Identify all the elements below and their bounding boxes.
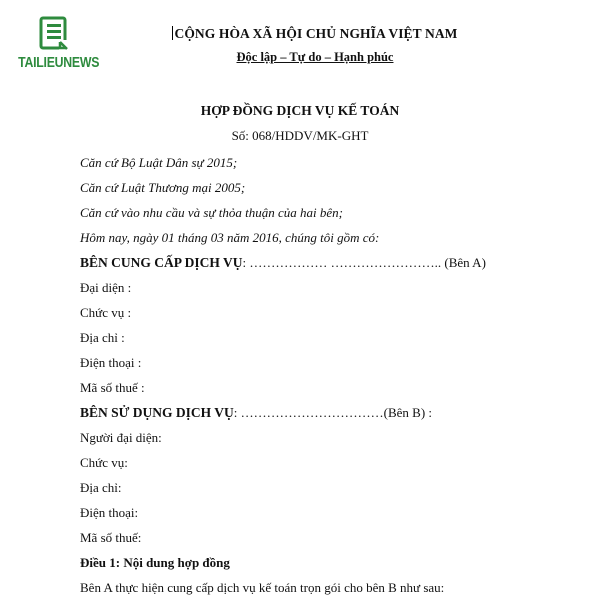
party-b-field: Điện thoại: (80, 505, 139, 520)
party-b-heading-rest: : ……………………………(Bên B) : (233, 405, 433, 420)
party-b-field: Người đại diện: (80, 430, 162, 445)
nation-motto: Độc lập – Tự do – Hạnh phúc (236, 50, 394, 64)
preamble-line: Hôm nay, ngày 01 tháng 03 năm 2016, chúng tôi gồm có: (80, 230, 380, 245)
contract-number: Số: 068/HDDV/MK-GHT (231, 128, 369, 143)
party-b-field: Chức vụ: (80, 455, 128, 470)
article-1-heading: Điều 1: Nội dung hợp đồng (80, 555, 230, 570)
preamble-line: Căn cứ vào nhu cầu và sự thỏa thuận của hai bên; (80, 205, 343, 220)
party-b-field: Địa chỉ: (80, 480, 122, 495)
party-a-field: Đại diện : (80, 280, 132, 295)
preamble-line: Căn cứ Luật Thương mại 2005; (80, 180, 246, 195)
logo (10, 16, 100, 71)
party-a-heading-rest: : ……………… …………………….. (Bên A) (242, 255, 486, 270)
party-a-field: Mã số thuế : (80, 380, 145, 395)
party-b-heading: BÊN SỬ DỤNG DỊCH VỤ (80, 405, 234, 420)
national-header (170, 26, 460, 65)
nation-title: CỘNG HÒA XÃ HỘI CHỦ NGHĨA VIỆT NAM (174, 26, 458, 41)
party-a-field: Điện thoại : (80, 355, 142, 370)
party-a-field: Chức vụ : (80, 305, 132, 320)
preamble-line: Căn cứ Bộ Luật Dân sự 2015; (80, 155, 238, 170)
contract-title: HỢP ĐỒNG DỊCH VỤ KẾ TOÁN (200, 103, 400, 118)
party-a-field: Địa chỉ : (80, 330, 125, 345)
party-b-heading-line (80, 405, 432, 421)
logo-brand-text: TAILIEUNEWS (18, 54, 100, 71)
article-1-body: Bên A thực hiện cung cấp dịch vụ kế toán trọn gói cho bên B như sau: (80, 580, 445, 595)
party-a-heading: BÊN CUNG CẤP DỊCH VỤ (80, 255, 243, 270)
document-icon (39, 16, 71, 52)
party-b-field: Mã số thuế: (80, 530, 142, 545)
party-a-heading-line (80, 255, 486, 271)
